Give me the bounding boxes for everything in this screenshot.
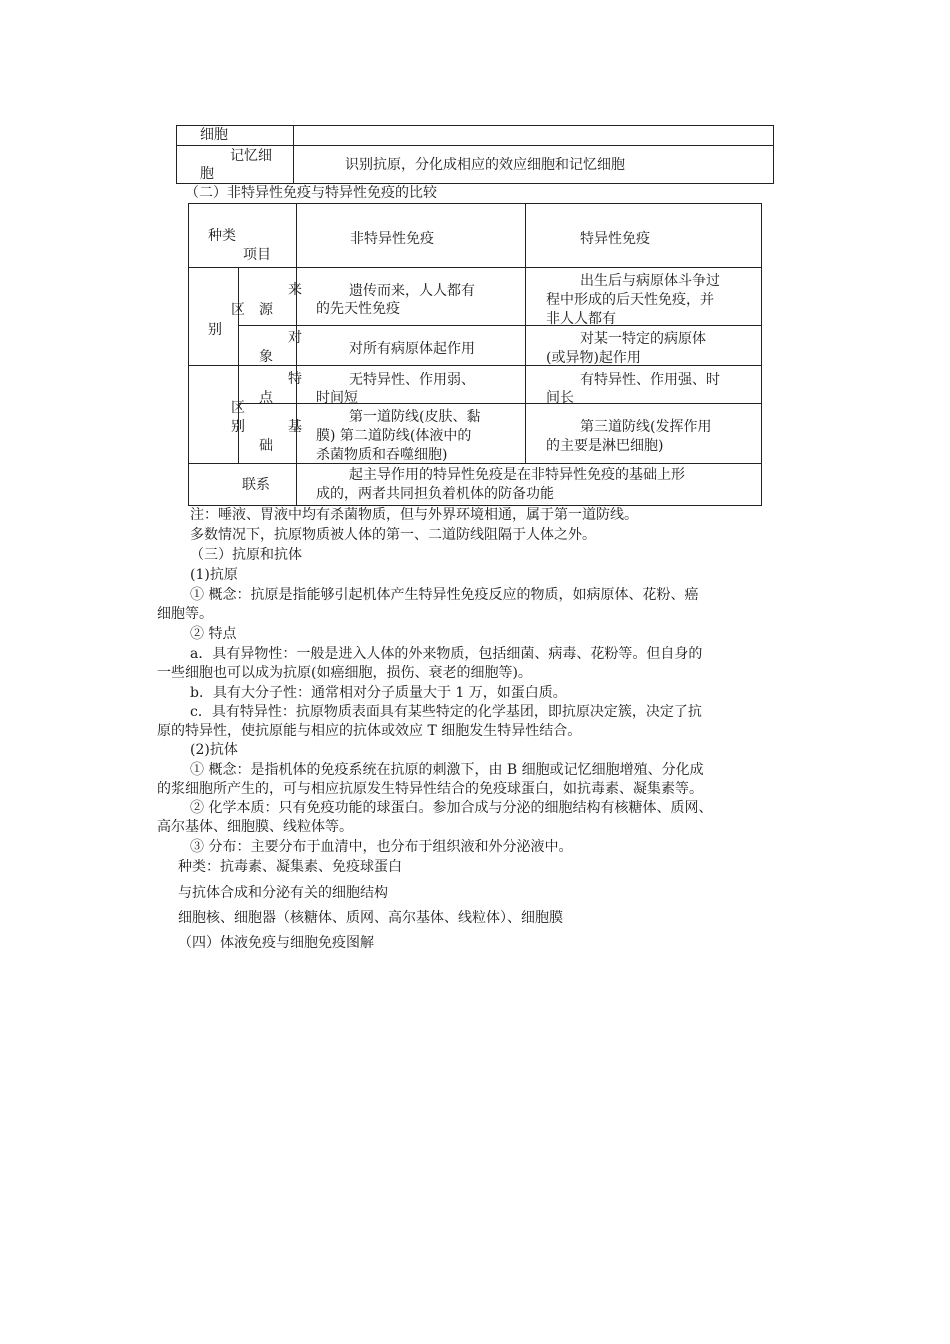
relation-text-line1: 起主导作用的特异性免疫是在非特异性免疫的基础上形 (349, 467, 685, 483)
section-title-comparison: （二）非特异性免疫与特异性免疫的比较 (185, 185, 437, 201)
source-specific-line2: 程中形成的后天性免疫，并 (546, 292, 714, 308)
text-line: 种类：抗毒素、凝集素、免疫球蛋白 (178, 859, 402, 875)
row-label-feature-b: 点 (259, 390, 273, 406)
text-line: 的浆细胞所产生的，可与相应抗原发生特异性结合的免疫球蛋白，如抗毒素、凝集素等。 (157, 781, 703, 797)
row-label-feature-a: 特 (288, 371, 302, 387)
group1-label-b: 别 (208, 322, 222, 338)
row-label-source-a: 来 (288, 282, 302, 298)
row-label-object-a: 对 (288, 330, 302, 346)
text-line: 一些细胞也可以成为抗原(如癌细胞，损伤、衰老的细胞等)。 (157, 665, 532, 681)
source-nonspecific-line2: 的先天性免疫 (316, 301, 400, 317)
row-label-basis-b: 础 (259, 438, 273, 454)
section-title-antigen-antibody: （三）抗原和抗体 (190, 547, 302, 563)
basis-nonspecific-line3: 杀菌物质和吞噬细胞) (316, 447, 448, 463)
object-specific-line1: 对某一特定的病原体 (580, 331, 706, 347)
top-table-row2-value: 识别抗原，分化成相应的效应细胞和记忆细胞 (345, 157, 625, 173)
text-line: c．具有特异性：抗原物质表面具有某些特定的化学基团，即抗原决定簇，决定了抗 (190, 704, 702, 720)
text-line: b．具有大分子性：通常相对分子质量大于 1 万，如蛋白质。 (190, 685, 567, 701)
group1-label-a: 区 (231, 302, 245, 318)
text-line: 高尔基体、细胞膜、线粒体等。 (157, 819, 353, 835)
basis-nonspecific-line2: 膜) 第二道防线(体液中的 (316, 428, 472, 444)
note-line: 注：唾液、胃液中均有杀菌物质，但与外界环境相通，属于第一道防线。 (190, 507, 638, 523)
basis-specific-line2: 的主要是淋巴细胞) (546, 438, 664, 454)
row-label-relation: 联系 (242, 477, 270, 493)
header-nonspecific: 非特异性免疫 (350, 231, 434, 247)
basis-specific-line1: 第三道防线(发挥作用 (580, 419, 712, 435)
top-table-cell (177, 126, 294, 146)
text-line: ② 化学本质：只有免疫功能的球蛋白。参加合成与分泌的细胞结构有核糖体、质网、 (190, 800, 713, 816)
subsection-title-antibody: (2)抗体 (190, 742, 238, 758)
object-specific-line2: (或异物)起作用 (546, 350, 641, 366)
source-specific-line3: 非人人都有 (546, 311, 616, 327)
text-line: ① 概念：抗原是指能够引起机体产生特异性免疫反应的物质，如病原体、花粉、癌 (190, 587, 699, 603)
row-label-object-b: 象 (259, 349, 273, 365)
comparison-table (188, 203, 762, 506)
row-label-basis-a: 基 (288, 419, 302, 435)
top-table-row1-label: 细胞 (200, 127, 228, 143)
feature-specific-line2: 间长 (546, 390, 574, 406)
text-line: 多数情况下，抗原物质被人体的第一、二道防线阻隔于人体之外。 (190, 527, 596, 543)
group2-label-a: 区 (231, 400, 245, 416)
text-line: 细胞核、细胞器（核糖体、质网、高尔基体、线粒体）、细胞膜 (178, 910, 563, 926)
row-label-source-b: 源 (259, 302, 273, 318)
section-title-immune-diagram: （四）体液免疫与细胞免疫图解 (178, 935, 374, 951)
feature-specific-line1: 有特异性、作用强、时 (580, 372, 720, 388)
feature-nonspecific-line2: 时间短 (316, 390, 358, 406)
top-table-row2-label-b: 胞 (200, 166, 214, 182)
text-line: 细胞等。 (157, 606, 213, 622)
header-kind: 种类 (208, 228, 236, 244)
text-line: 与抗体合成和分泌有关的细胞结构 (178, 885, 388, 901)
group2-label-b: 别 (231, 419, 245, 435)
subsection-title-antigen: (1)抗原 (190, 567, 238, 583)
text-line: ① 概念：是指机体的免疫系统在抗原的刺激下，由 B 细胞或记忆细胞增殖、分化成 (190, 762, 704, 778)
text-line: ② 特点 (190, 626, 237, 642)
header-specific: 特异性免疫 (580, 231, 650, 247)
top-table-row2-label-a: 记忆细 (230, 148, 272, 164)
top-table-cell (294, 126, 774, 146)
text-line: 原的特异性，使抗原能与相应的抗体或效应 T 细胞发生特异性结合。 (157, 723, 582, 739)
basis-nonspecific-line1: 第一道防线(皮肤、黏 (349, 409, 481, 425)
header-item: 项目 (243, 247, 271, 263)
object-nonspecific: 对所有病原体起作用 (349, 341, 475, 357)
feature-nonspecific-line1: 无特异性、作用弱、 (349, 372, 475, 388)
source-specific-line1: 出生后与病原体斗争过 (580, 273, 720, 289)
text-line: ③ 分布：主要分布于血清中，也分布于组织液和外分泌液中。 (190, 839, 573, 855)
source-nonspecific-line1: 遗传而来，人人都有 (349, 283, 475, 299)
text-line: a．具有异物性：一般是进入人体的外来物质，包括细菌、病毒、花粉等。但自身的 (190, 646, 703, 662)
relation-text-line2: 成的，两者共同担负着机体的防备功能 (316, 486, 554, 502)
